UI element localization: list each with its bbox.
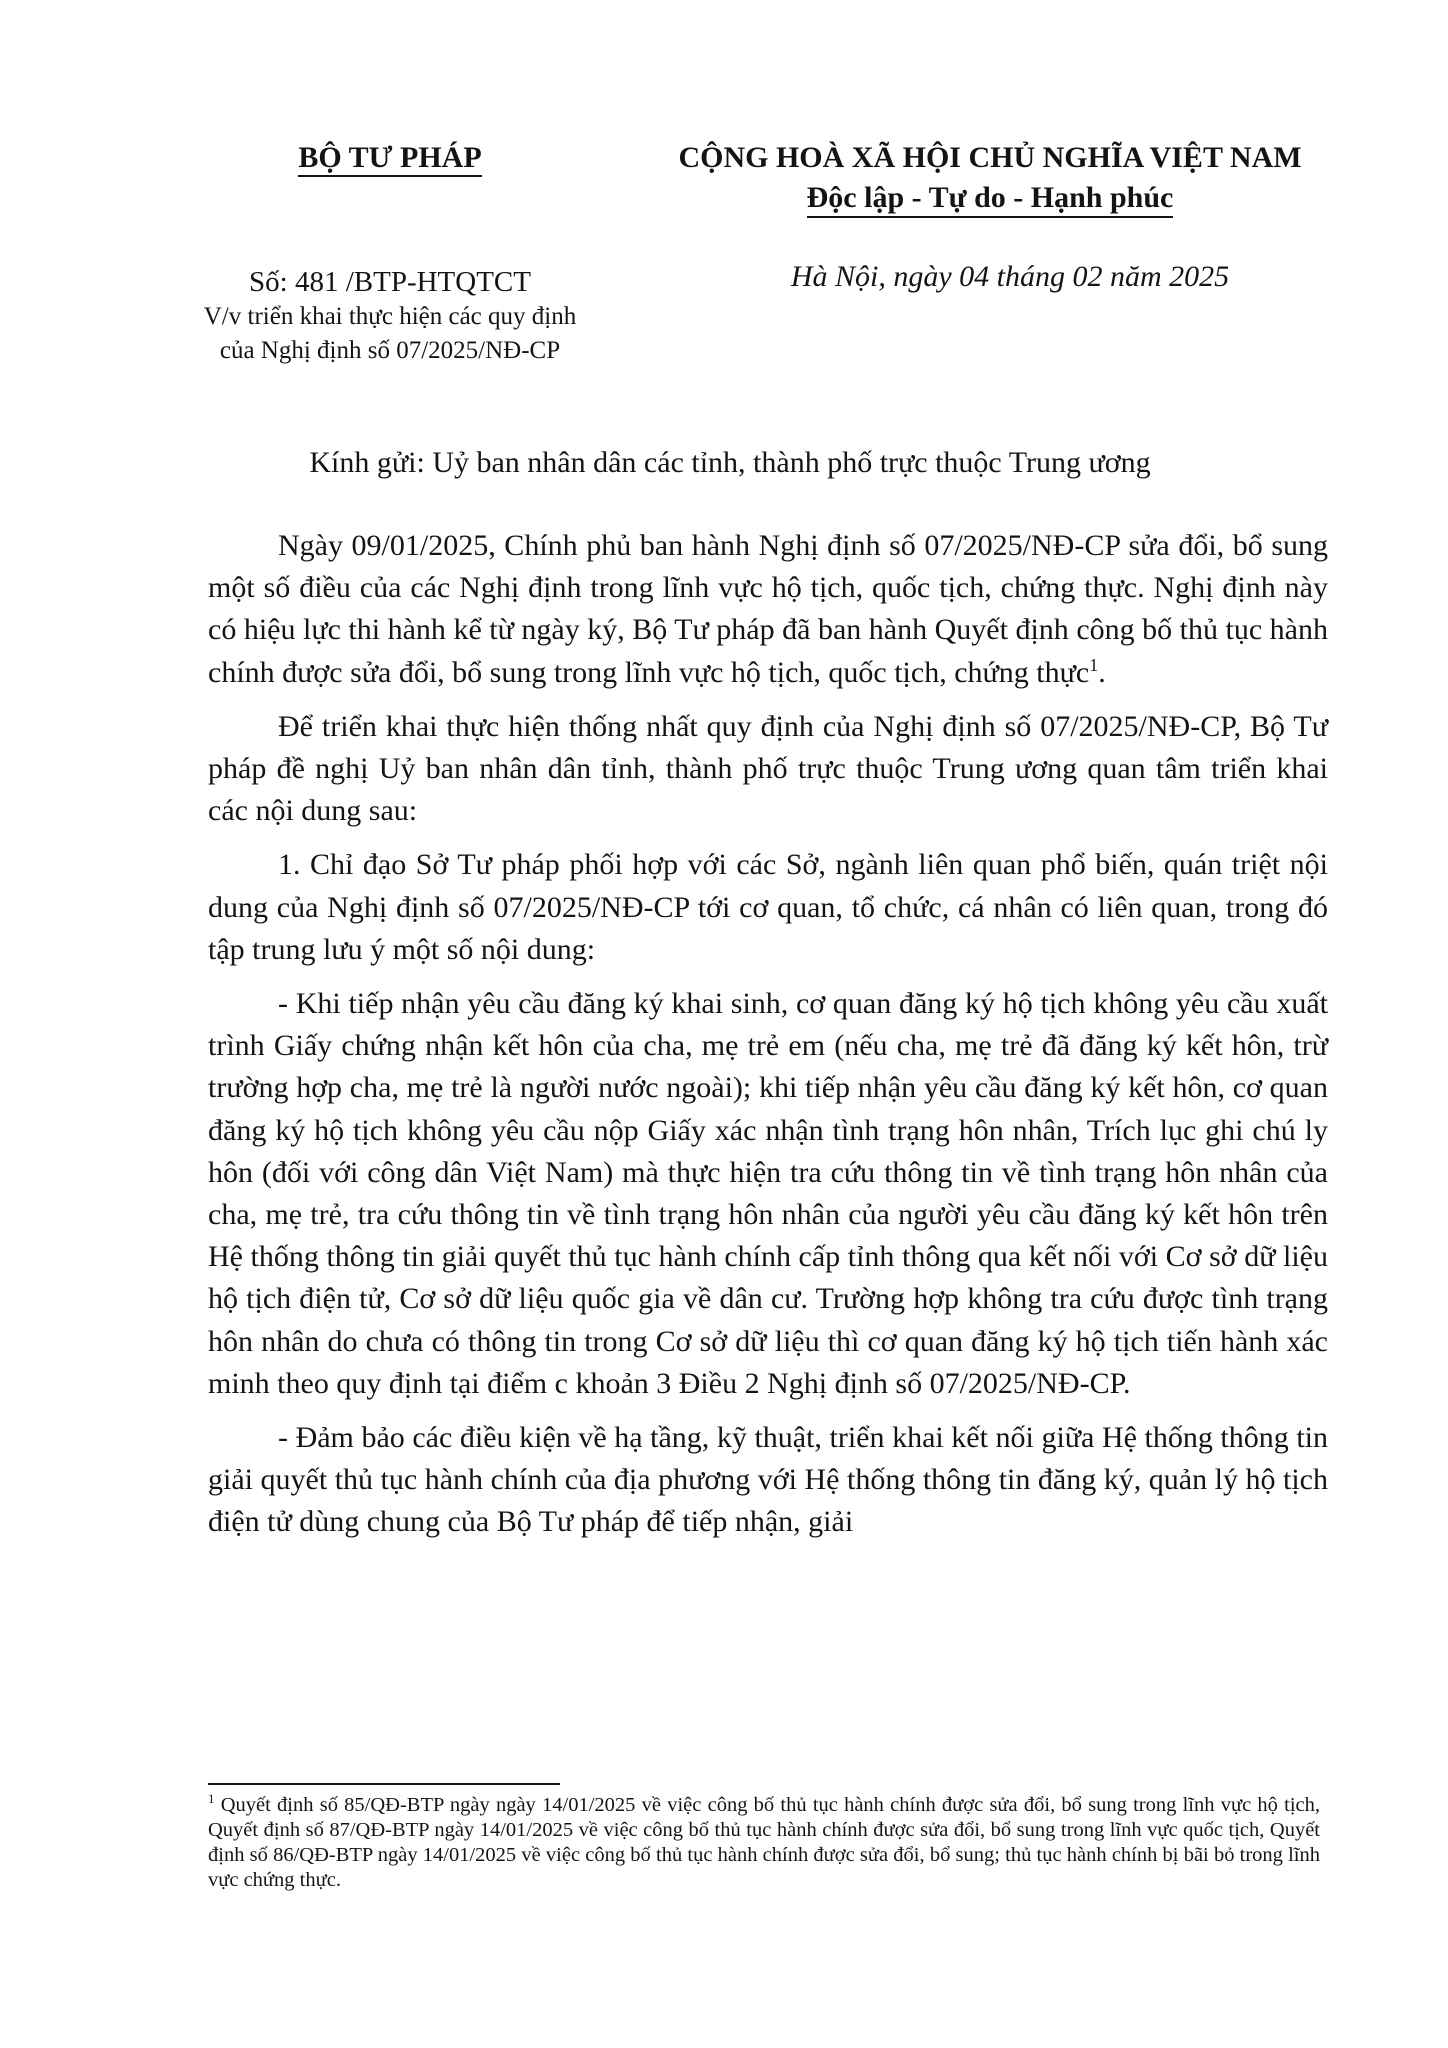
footnote <box>208 1793 1320 1893</box>
footnote-text: Quyết định số 85/QĐ-BTP ngày ngày 14/01/2025 về việc công bố thủ tục hành chính được sửa đổi, bổ sung trong lĩnh vực hộ tịch, Quyết định số 87/QĐ-BTP ngày 14/01/2025 về việc công bố thủ tục hành chính được sửa đổi, bổ sung trong lĩnh vực quốc tịch, Quyết định số 86/QĐ-BTP ngày 14/01/2025 về việc công bố thủ tục hành chính được sửa đổi, bổ sung; thủ tục hành chính bị bãi bỏ trong lĩnh vực chứng thực. <box>208 1794 1320 1891</box>
document-number: Số: 481 /BTP-HTQTCT <box>249 266 531 298</box>
footnote-marker: 1 <box>208 1791 215 1807</box>
issuing-authority <box>240 138 540 178</box>
national-motto: Độc lập - Tự do - Hạnh phúc <box>807 180 1174 218</box>
paragraph-3: 1. Chỉ đạo Sở Tư pháp phối hợp với các Sở, ngành liên quan phổ biến, quán triệt nội dung của Nghị định số 07/2025/NĐ-CP tới cơ quan, tổ chức, cá nhân có liên quan, trong đó tập trung lưu ý một số nội dung: <box>208 848 1328 966</box>
paragraph-5: - Đảm bảo các điều kiện về hạ tầng, kỹ thuật, triển khai kết nối giữa Hệ thống thông tin giải quyết thủ tục hành chính của địa phương với Hệ thống thông tin đăng ký, quản lý hộ tịch điện tử dùng chung của Bộ Tư pháp để tiếp nhận, giải <box>208 1421 1328 1539</box>
paragraph-1: Ngày 09/01/2025, Chính phủ ban hành Nghị định số 07/2025/NĐ-CP sửa đổi, bổ sung một số điều của các Nghị định trong lĩnh vực hộ tịch, quốc tịch, chứng thực. Nghị định này có hiệu lực thi hành kể từ ngày ký, Bộ Tư pháp đã ban hành Quyết định công bố thủ tục hành chính được sửa đổi, bổ sung trong lĩnh vực hộ tịch, quốc tịch, chứng thực$^1$. <box>208 529 1328 689</box>
letter-body <box>208 525 1328 1556</box>
subject-line-2: của Nghị định số 07/2025/NĐ-CP <box>219 337 561 364</box>
place-date: Hà Nội, ngày 04 tháng 02 năm 2025 <box>790 260 1230 293</box>
footnote-divider <box>208 1783 560 1785</box>
footnote-reference: 1 <box>1089 654 1099 675</box>
national-header <box>640 138 1340 218</box>
document-reference <box>160 264 620 368</box>
subject-line-1: V/v triển khai thực hiện các quy định <box>203 303 577 330</box>
paragraph-4: - Khi tiếp nhận yêu cầu đăng ký khai sinh, cơ quan đăng ký hộ tịch không yêu cầu xuất trình Giấy chứng nhận kết hôn của cha, mẹ trẻ em (nếu cha, mẹ trẻ đã đăng ký kết hôn, trừ trường hợp cha, mẹ trẻ là người nước ngoài); khi tiếp nhận yêu cầu đăng ký kết hôn, cơ quan đăng ký hộ tịch không yêu cầu nộp Giấy xác nhận tình trạng hôn nhân, Trích lục ghi chú ly hôn (đối với công dân Việt Nam) mà thực hiện tra cứu thông tin về tình trạng hôn nhân của cha, mẹ trẻ, tra cứu thông tin về tình trạng hôn nhân của người yêu cầu đăng ký kết hôn trên Hệ thống thông tin giải quyết thủ tục hành chính cấp tỉnh thông qua kết nối với Cơ sở dữ liệu hộ tịch điện tử, Cơ sở dữ liệu quốc gia về dân cư. Trường hợp không tra cứu được tình trạng hôn nhân do chưa có thông tin trong Cơ sở dữ liệu thì cơ quan đăng ký hộ tịch tiến hành xác minh theo quy định tại điểm c khoản 3 Điều 2 Nghị định số 07/2025/NĐ-CP. <box>208 987 1328 1400</box>
recipient: Kính gửi: Uỷ ban nhân dân các tỉnh, thành phố trực thuộc Trung ương <box>309 446 1151 479</box>
ministry-name: BỘ TƯ PHÁP <box>298 141 481 177</box>
paragraph-2: Để triển khai thực hiện thống nhất quy định của Nghị định số 07/2025/NĐ-CP, Bộ Tư pháp đề nghị Uỷ ban nhân dân tỉnh, thành phố trực thuộc Trung ương quan tâm triển khai các nội dung sau: <box>208 709 1328 828</box>
country-name: CỘNG HOÀ XÃ HỘI CHỦ NGHĨA VIỆT NAM <box>678 141 1302 174</box>
